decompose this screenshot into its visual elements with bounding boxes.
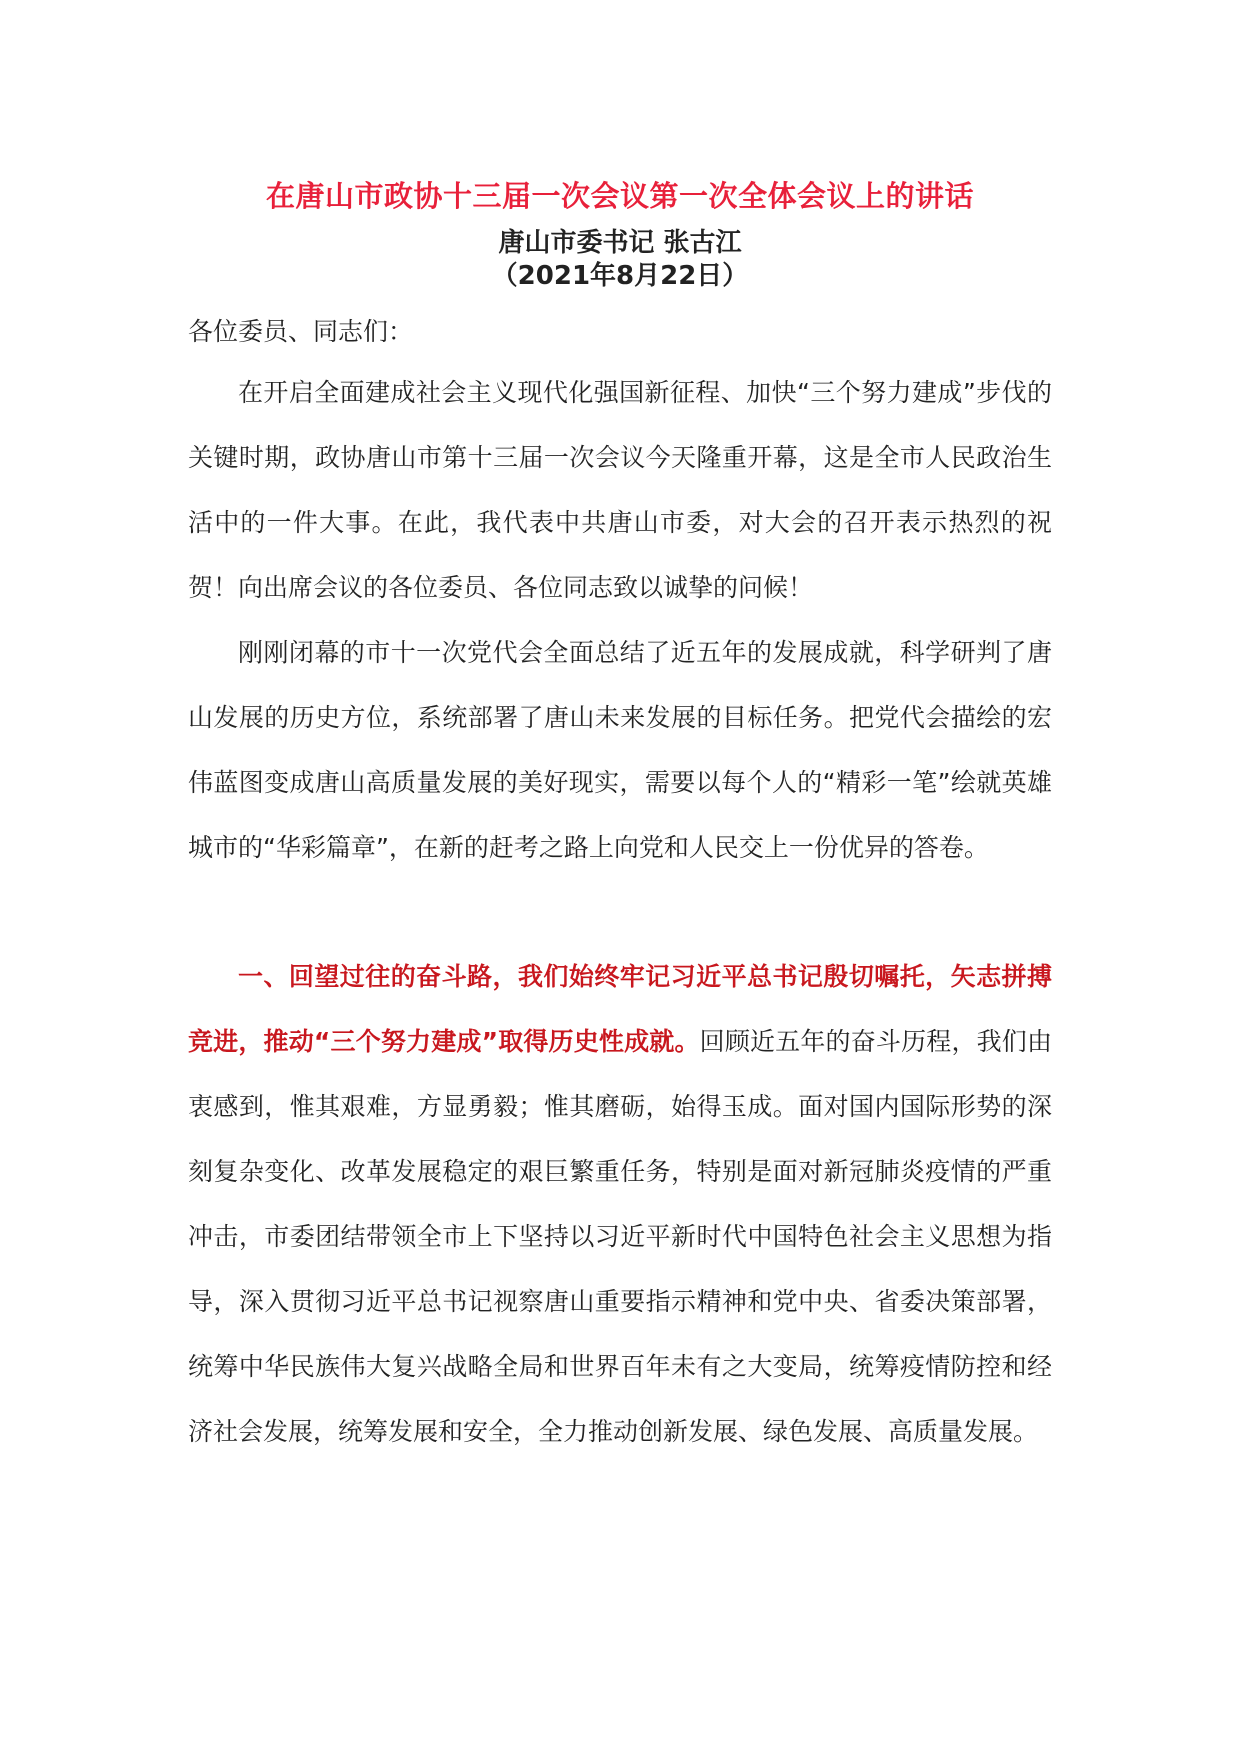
paragraph-3-text: 回顾近五年的奋斗历程，我们由衷感到，惟其艰难，方显勇毅；惟其磨砺，始得玉成。面对国内国际形势的深刻复杂变化、改革发展稳定的艰巨繁重任务，特别是面对新冠肺炎疫情的严重冲击，市委团结带领全市上下坚持以习近平新时代中国特色社会主义思想为指导，深入贯彻习近平总书记视察唐山重要指示精神和党中央、省委决策部署，统筹中华民族伟大复兴战略全局和世界百年未有之大变局，统筹疫情防控和经济社会发展，统筹发展和安全，全力推动创新发展、绿色发展、高质量发展。 bbox=[188, 1027, 1052, 1446]
paragraph-3 bbox=[188, 944, 1052, 1464]
document-author: 唐山市委书记 张古江 bbox=[498, 228, 742, 258]
paragraph-1-text: 在开启全面建成社会主义现代化强国新征程、加快“三个努力建成”步伐的关键时期，政协唐山市第十三届一次会议今天隆重开幕，这是全市人民政治生活中的一件大事。在此，我代表中共唐山市委，对大会的召开表示热烈的祝贺！向出席会议的各位委员、各位同志致以诚挚的问候！ bbox=[188, 378, 1052, 602]
document-title: 在唐山市政协十三届一次会议第一次全体会议上的讲话 bbox=[265, 179, 974, 213]
section-heading: 一、回望过往的奋斗路，我们始终牢记习近平总书记殷切嘱托，矢志拼搏竞进，推动“三个努力建成”取得历史性成就。 bbox=[188, 962, 1052, 1056]
document-date: （2021年8月22日） bbox=[491, 261, 749, 291]
paragraph-1 bbox=[188, 360, 1052, 620]
greeting: 各位委员、同志们： bbox=[188, 317, 414, 346]
paragraph-2 bbox=[188, 620, 1052, 880]
document-page bbox=[188, 0, 1052, 1754]
paragraph-2-text: 刚刚闭幕的市十一次党代会全面总结了近五年的发展成就，科学研判了唐山发展的历史方位，系统部署了唐山未来发展的目标任务。把党代会描绘的宏伟蓝图变成唐山高质量发展的美好现实，需要以每个人的“精彩一笔”绘就英雄城市的“华彩篇章”，在新的赶考之路上向党和人民交上一份优异的答卷。 bbox=[188, 638, 1052, 862]
